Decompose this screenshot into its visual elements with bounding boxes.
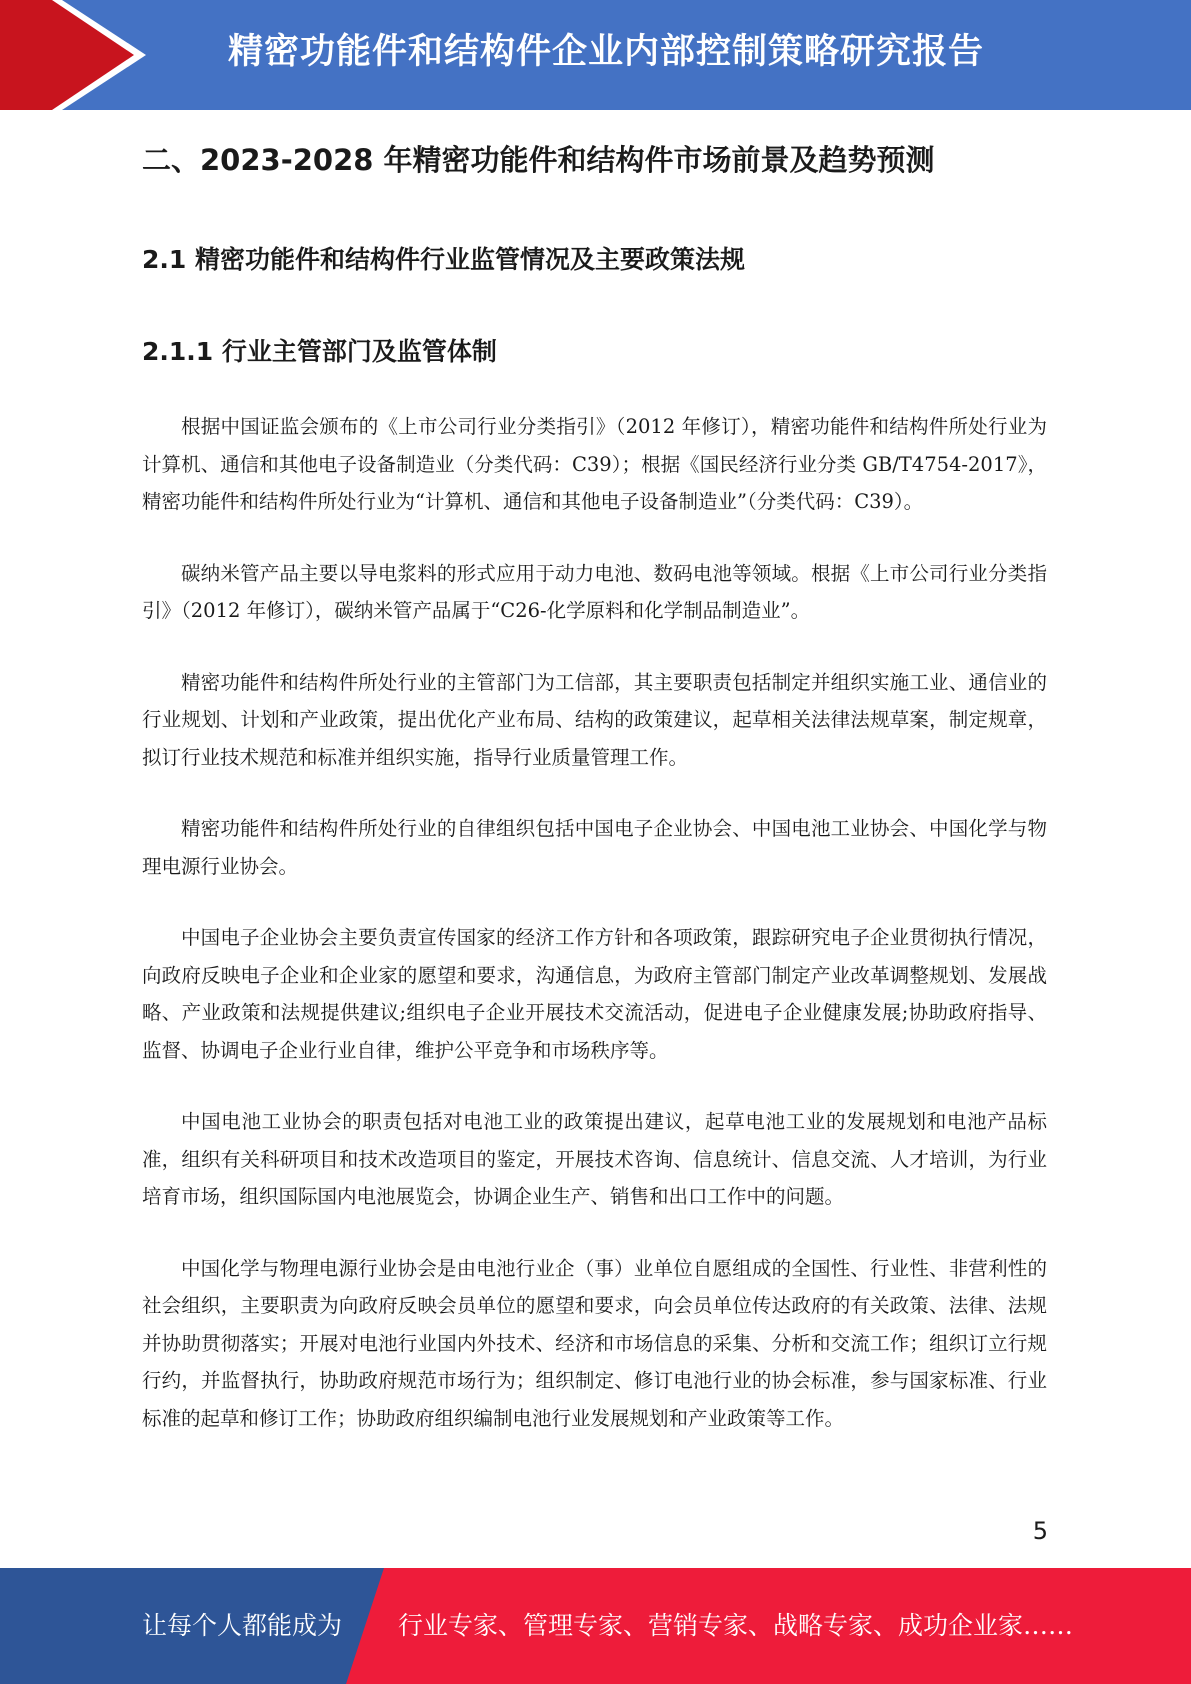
paragraph: 精密功能件和结构件所处行业的主管部门为工信部，其主要职责包括制定并组织实施工业、通信业的行业规划、计划和产业政策，提出优化产业布局、结构的政策建议，起草相关法律法规草案，制定规章，拟订行业技术规范和标准并组织实施，指导行业质量管理工作。 xyxy=(142,670,1047,769)
paragraph: 中国电池工业协会的职责包括对电池工业的政策提出建议，起草电池工业的发展规划和电池产品标准，组织有关科研项目和技术改造项目的鉴定，开展技术咨询、信息统计、信息交流、人才培训，为行业培育市场，组织国际国内电池展览会，协调企业生产、销售和出口工作中的问题。 xyxy=(142,1110,1047,1208)
section-heading: 二、2023-2028 年精密功能件和结构件市场前景及趋势预测 xyxy=(142,143,935,177)
footer-slogan-left: 让每个人都能成为 xyxy=(142,1611,343,1640)
paragraph: 精密功能件和结构件所处行业的自律组织包括中国电子企业协会、中国电池工业协会、中国化学与物理电源行业协会。 xyxy=(142,817,1047,878)
footer-slogan-right: 行业专家、管理专家、营销专家、战略专家、成功企业家…… xyxy=(398,1611,1074,1640)
paragraph: 中国化学与物理电源行业协会是由电池行业企（事）业单位自愿组成的全国性、行业性、非营利性的社会组织，主要职责为向政府反映会员单位的愿望和要求，向会员单位传达政府的有关政策、法律、法规并协助贯彻落实；开展对电池行业国内外技术、经济和市场信息的采集、分析和交流工作；组织订立行规行约，并监督执行，协助政府规范市场行为；组织制定、修订电池行业的协会标准，参与国家标准、行业标准的起草和修订工作；协助政府组织编制电池行业发展规划和产业政策等工作。 xyxy=(142,1256,1047,1430)
header-arrow-icon xyxy=(0,0,160,110)
paragraph: 碳纳米管产品主要以导电浆料的形式应用于动力电池、数码电池等领域。根据《上市公司行业分类指引》（2012 年修订），碳纳米管产品属于“C26-化学原料和化学制品制造业”。 xyxy=(142,561,1047,622)
paragraph: 根据中国证监会颁布的《上市公司行业分类指引》（2012 年修订），精密功能件和结构件所处行业为计算机、通信和其他电子设备制造业（分类代码：C39）；根据《国民经济行业分类 GB/T4754-2017》，精密功能件和结构件所处行业为“计算机、通信和其他电子设备制造业”（分类代码：C39）。 xyxy=(142,415,1047,513)
subsubsection-heading: 2.1.1 行业主管部门及监管体制 xyxy=(142,337,497,366)
document-body xyxy=(142,130,1047,1471)
paragraph: 中国电子企业协会主要负责宣传国家的经济工作方针和各项政策，跟踪研究电子企业贯彻执行情况，向政府反映电子企业和企业家的愿望和要求，沟通信息，为政府主管部门制定产业改革调整规划、发展战略、产业政策和法规提供建议;组织电子企业开展技术交流活动，促进电子企业健康发展;协助政府指导、监督、协调电子企业行业自律，维护公平竞争和市场秩序等。 xyxy=(142,926,1047,1062)
page-number: 5 xyxy=(1032,1517,1048,1545)
subsection-heading: 2.1 精密功能件和结构件行业监管情况及主要政策法规 xyxy=(142,245,745,274)
report-title: 精密功能件和结构件企业内部控制策略研究报告 xyxy=(228,32,985,72)
footer-banner xyxy=(0,1568,1191,1684)
header-banner xyxy=(0,0,1191,110)
